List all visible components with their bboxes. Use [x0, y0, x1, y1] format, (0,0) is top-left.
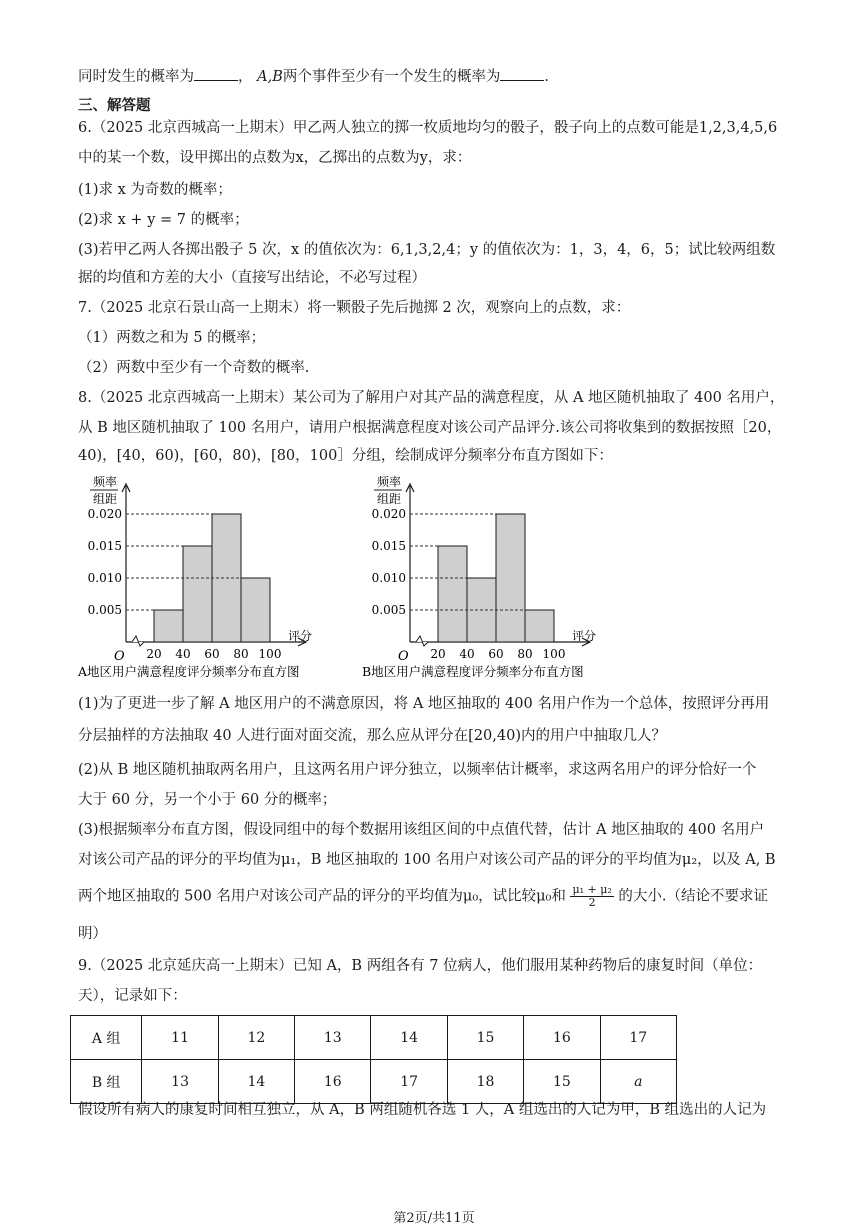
- x-tick-label: 20: [430, 647, 446, 661]
- q8-line-1: 8.（2025 北京西城高一上期末）某公司为了解用户对其产品的满意程度，从 A 地区随机抽取了 400 名用户，: [78, 390, 785, 406]
- q6-line-3: (1)求 x 为奇数的概率；: [78, 182, 232, 198]
- x-tick-label: 40: [459, 647, 475, 661]
- table-row: [71, 1060, 677, 1104]
- histogram-bar: [496, 514, 525, 642]
- y-tick-label: 0.005: [371, 603, 406, 617]
- text: .: [544, 69, 549, 85]
- origin-label: O: [398, 649, 409, 664]
- q8-line-3: 40)，[40，60)，[60，80)，[80，100］分组，绘制成评分频率分布直方图如下：: [78, 448, 613, 464]
- q5-continuation: [78, 66, 549, 87]
- histogram-b: [362, 472, 652, 686]
- text: 两个地区抽取的 500 名用户对该公司产品的评分的平均值为μ₀，试比较μ₀和: [78, 888, 566, 905]
- y-tick-label: 0.005: [87, 603, 122, 617]
- chart-caption: A地区用户满意程度评分频率分布直方图: [78, 664, 300, 679]
- q6-line-2: 中的某一个数，设甲掷出的点数为x，乙掷出的点数为y，求：: [78, 150, 472, 166]
- x-tick-label: 80: [517, 647, 533, 661]
- x-tick-label: 100: [542, 647, 566, 661]
- table-cell: 13: [295, 1016, 371, 1060]
- fraction-numerator: μ₁ + μ₂: [572, 883, 612, 896]
- fraction: [570, 884, 613, 909]
- q8-part3-line-3: [78, 884, 768, 909]
- q6-line-6: 据的均值和方差的大小（直接写出结论，不必写过程）: [78, 270, 426, 286]
- x-tick-label: 80: [233, 647, 249, 661]
- q9-line-3: 假设所有病人的康复时间相互独立，从 A，B 两组随机各选 1 人，A 组选出的人记为甲，B 组选出的人记为: [78, 1102, 767, 1118]
- ylabel-bottom: 组距: [93, 492, 118, 506]
- section-heading: 三、解答题: [78, 97, 151, 114]
- text: 的大小.（结论不要求证: [618, 888, 769, 905]
- fraction-denominator: 2: [588, 896, 596, 909]
- table-cell: 16: [524, 1016, 600, 1060]
- ylabel-top: 频率: [377, 475, 402, 489]
- table-cell: 14: [218, 1060, 294, 1104]
- ylabel-top: 频率: [93, 475, 118, 489]
- q8-part3-line-2: 对该公司产品的评分的平均值为μ₁，B 地区抽取的 100 名用户对该公司产品的评分的平均值为μ₂，以及 A, B: [78, 852, 776, 868]
- histogram-bar: [438, 546, 467, 642]
- y-tick-label: 0.020: [87, 507, 122, 521]
- x-axis-label: 评分: [288, 629, 313, 643]
- table-cell: a: [600, 1060, 676, 1104]
- axis-break: [416, 636, 428, 646]
- chart-caption: B地区用户满意程度评分频率分布直方图: [362, 664, 584, 679]
- q9-line-1: 9.（2025 北京延庆高一上期末）已知 A，B 两组各有 7 位病人，他们服用某种药物后的康复时间（单位：: [78, 958, 763, 974]
- answer-blank: [500, 66, 544, 81]
- text: A,B: [257, 69, 283, 85]
- histogram-bar: [525, 610, 554, 642]
- q8-part2-line-2: 大于 60 分，另一个小于 60 分的概率；: [78, 792, 337, 808]
- table-cell: 15: [524, 1060, 600, 1104]
- q7-line-3: （2）两数中至少有一个奇数的概率.: [78, 360, 310, 376]
- q7-line-2: （1）两数之和为 5 的概率；: [78, 330, 266, 346]
- q8-part1-line-2: 分层抽样的方法抽取 40 人进行面对面交流，那么应从评分在[20,40)内的用户中抽取几人？: [78, 728, 666, 744]
- x-tick-label: 40: [175, 647, 191, 661]
- q8-line-2: 从 B 地区随机抽取了 100 名用户，请用户根据满意程度对该公司产品评分.该公司将收集到的数据按照［20，: [78, 420, 782, 436]
- q8-part3-line-1: (3)根据频率分布直方图，假设同组中的每个数据用该组区间的中点值代替，估计 A 地区抽取的 400 名用户: [78, 822, 765, 838]
- table-cell: 17: [371, 1060, 447, 1104]
- histogram-a: [78, 472, 368, 686]
- table-cell: 17: [600, 1016, 676, 1060]
- table-row-label: A 组: [71, 1016, 142, 1060]
- answer-blank: [194, 66, 238, 81]
- table-cell: 12: [218, 1016, 294, 1060]
- table-cell: 15: [447, 1016, 523, 1060]
- q6-line-4: (2)求 x + y = 7 的概率；: [78, 212, 249, 228]
- q7-line-1: 7.（2025 北京石景山高一上期末）将一颗骰子先后抛掷 2 次，观察向上的点数，求：: [78, 300, 631, 316]
- table-cell: 16: [295, 1060, 371, 1104]
- y-tick-label: 0.010: [371, 571, 406, 585]
- q6-line-1: 6.（2025 北京西城高一上期末）甲乙两人独立的掷一枚质地均匀的骰子，骰子向上的点数可能是1,2,3,4,5,6: [78, 120, 778, 136]
- histogram-bar: [183, 546, 212, 642]
- table-row: [71, 1016, 677, 1060]
- axis-break: [132, 636, 144, 646]
- text: 同时发生的概率为: [78, 69, 194, 85]
- histogram-bar: [154, 610, 183, 642]
- table-row-label: B 组: [71, 1060, 142, 1104]
- y-tick-label: 0.015: [371, 539, 406, 553]
- q9-line-2: 天），记录如下：: [78, 988, 187, 1004]
- recovery-time-table: [70, 1015, 677, 1104]
- x-tick-label: 100: [258, 647, 282, 661]
- text: ，: [238, 69, 253, 85]
- origin-label: O: [114, 649, 125, 664]
- ylabel-bottom: 组距: [377, 492, 402, 506]
- x-axis-label: 评分: [572, 629, 597, 643]
- text: 两个事件至少有一个发生的概率为: [282, 69, 501, 85]
- x-tick-label: 60: [488, 647, 504, 661]
- q8-part2-line-1: (2)从 B 地区随机抽取两名用户，且这两名用户评分独立，以频率估计概率，求这两名用户的评分恰好一个: [78, 762, 757, 778]
- histogram-bar: [241, 578, 270, 642]
- q6-line-5: (3)若甲乙两人各掷出骰子 5 次，x 的值依次为：6,1,3,2,4；y 的值依次为：1，3，4，6，5；试比较两组数: [78, 242, 776, 258]
- q8-part3-line-4: 明）: [78, 926, 107, 942]
- table-cell: 11: [142, 1016, 218, 1060]
- table-cell: 14: [371, 1016, 447, 1060]
- page-footer: 第2页/共11页: [393, 1211, 475, 1226]
- y-tick-label: 0.020: [371, 507, 406, 521]
- x-tick-label: 60: [204, 647, 220, 661]
- y-tick-label: 0.015: [87, 539, 122, 553]
- x-tick-label: 20: [146, 647, 162, 661]
- y-tick-label: 0.010: [87, 571, 122, 585]
- table-cell: 18: [447, 1060, 523, 1104]
- table-cell: 13: [142, 1060, 218, 1104]
- q8-part1-line-1: (1)为了更进一步了解 A 地区用户的不满意原因，将 A 地区抽取的 400 名用户作为一个总体，按照评分再用: [78, 696, 770, 712]
